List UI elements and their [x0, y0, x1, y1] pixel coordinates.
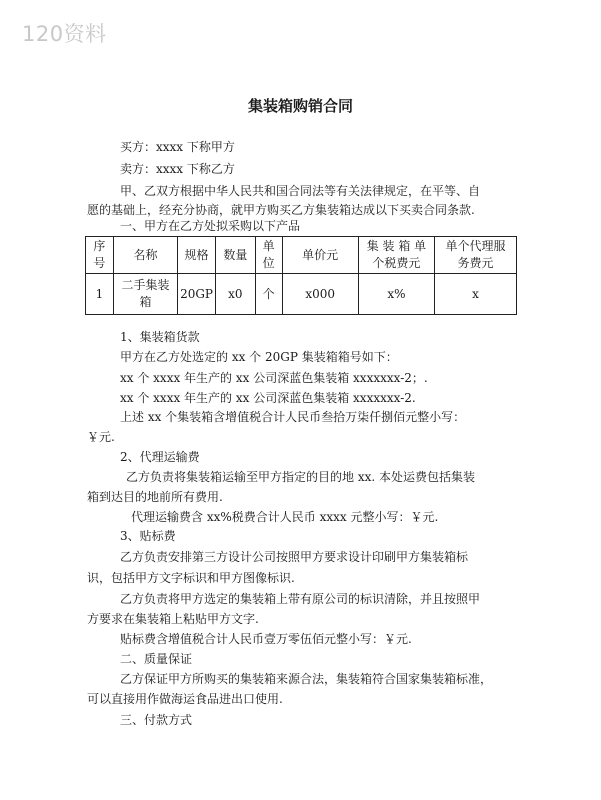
table-row [86, 274, 517, 315]
clause-3-heading: 3、贴标费 [120, 529, 176, 543]
watermark: 120资料 [22, 22, 107, 46]
cell-text: 二手集装 [121, 278, 170, 292]
column-header [113, 237, 177, 274]
table-cell [86, 274, 114, 315]
intro-line-1: 甲、乙双方根据中华人民共和国合同法等有关法律规定，在平等、自 [120, 184, 481, 198]
document-title: 集装箱购销合同 [247, 97, 353, 115]
clause-3-line-5: 贴标费含增值税合计人民币壹万零伍佰元整小写：￥元. [120, 632, 412, 646]
section-1-heading: 一、甲方在乙方处拟采购以下产品 [120, 219, 301, 233]
cell-text: 序 [93, 239, 106, 253]
clause-3-line-2: 识，包括甲方文字标识和甲方图像标识. [87, 571, 295, 585]
clause-2-line-1: 乙方负责将集装箱运输至甲方指定的目的地 xx. 本处运费包括集装 [126, 470, 475, 484]
clause-3-line-4: 方要求在集装箱上粘贴甲方文字. [87, 612, 259, 626]
section-3-heading: 三、付款方式 [120, 713, 193, 727]
cell-text: 位 [262, 256, 275, 270]
clause-2-heading: 2、代理运输费 [120, 450, 200, 464]
clause-1-heading: 1、集装箱货款 [120, 330, 200, 344]
cell-text: 单个代理服 [445, 239, 506, 253]
column-header [255, 237, 282, 274]
section-2-heading: 二、质量保证 [120, 652, 193, 666]
column-header [86, 237, 114, 274]
cell-text: 集 装 箱 单 [366, 239, 427, 253]
cell-text: 个 [262, 286, 275, 301]
table-header-row [86, 237, 517, 274]
clause-1-line-4: 上述 xx 个集装箱含增值税合计人民币叁拾万柒仟捌佰元整小写： [120, 410, 466, 424]
column-header [178, 237, 216, 274]
cell-text: 个税费元 [372, 256, 421, 270]
quality-line-2: 可以直接用作做海运食品进出口使用. [87, 692, 283, 706]
seller-line: 卖方：xxxx 下称乙方 [120, 162, 235, 176]
cell-text: 数量 [223, 247, 248, 262]
table-cell [255, 274, 282, 315]
cell-text: x0 [228, 286, 243, 301]
table-cell [435, 274, 517, 315]
column-header [216, 237, 256, 274]
clause-1-line-3: xx 个 xxxx 年生产的 xx 公司深蓝色集装箱 xxxxxxx-2. [120, 391, 416, 405]
cell-text: x000 [305, 286, 336, 301]
buyer-line: 买方：xxxx 下称甲方 [120, 140, 235, 154]
cell-text: 号 [93, 256, 106, 270]
cell-text: 单 [262, 239, 275, 253]
column-header [435, 237, 517, 274]
table-cell [216, 274, 256, 315]
column-header [282, 237, 358, 274]
quality-line-1: 乙方保证甲方所购买的集装箱来源合法，集装箱符合国家集装箱标准， [120, 672, 493, 686]
clause-3-line-1: 乙方负责安排第三方设计公司按照甲方要求设计印刷甲方集装箱标 [120, 550, 469, 564]
cell-text: 规格 [184, 247, 209, 262]
cell-text: x [472, 286, 479, 301]
clause-1-line-2: xx 个 xxxx 年生产的 xx 公司深蓝色集装箱 xxxxxxx-2；. [120, 371, 428, 385]
cell-text: 名称 [133, 247, 158, 262]
intro-line-2: 愿的基础上，经充分协商，就甲方购买乙方集装箱达成以下买卖合同条款. [87, 203, 475, 217]
clause-1-line-1: 甲方在乙方处选定的 xx 个 20GP 集装箱箱号如下： [120, 350, 398, 364]
product-table [85, 236, 517, 315]
cell-text: 务费元 [457, 256, 494, 270]
cell-text: 1 [95, 286, 104, 301]
clause-2-line-3: 代理运输费含 xx%税费合计人民币 xxxx 元整小写：￥元. [131, 510, 439, 524]
clause-1-line-5: ￥元. [87, 430, 115, 444]
clause-2-line-2: 箱到达目的地前所有费用. [87, 490, 223, 504]
table-cell [358, 274, 434, 315]
cell-text: x% [387, 286, 406, 301]
table-cell [282, 274, 358, 315]
cell-text: 单价元 [302, 247, 339, 262]
table-cell [113, 274, 177, 315]
clause-3-line-3: 乙方负责将甲方选定的集装箱上带有原公司的标识清除，并且按照甲 [120, 592, 481, 606]
table-cell [178, 274, 216, 315]
cell-text: 20GP [180, 286, 213, 301]
column-header [358, 237, 434, 274]
cell-text: 箱 [139, 295, 152, 309]
